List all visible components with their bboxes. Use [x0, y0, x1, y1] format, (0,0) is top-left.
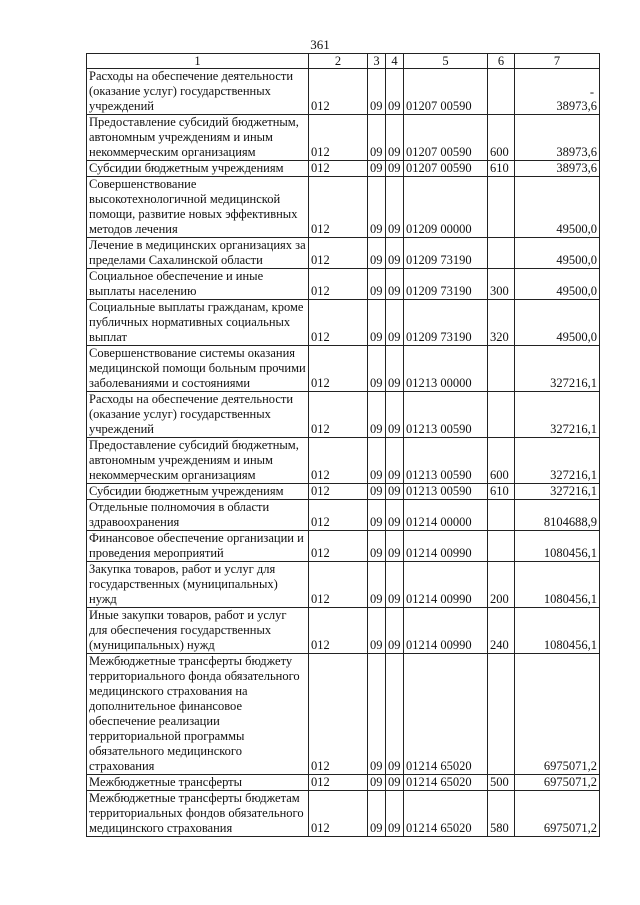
row-col3-cell: 09 — [368, 392, 386, 438]
row-col5-cell: 01207 00590 — [404, 69, 488, 115]
row-col6-cell — [488, 238, 515, 269]
table-row — [87, 500, 600, 531]
page-number: 361 — [310, 37, 330, 52]
row-name-cell: Расходы на обеспечение деятельности (оказание услуг) государственных учреждений — [87, 392, 309, 438]
header-col-2: 2 — [309, 54, 368, 69]
table-row — [87, 775, 600, 791]
header-col-7: 7 — [515, 54, 600, 69]
row-name-cell: Расходы на обеспечение деятельности (оказание услуг) государственных учреждений — [87, 69, 309, 115]
row-col6-cell — [488, 392, 515, 438]
row-col3-cell: 09 — [368, 775, 386, 791]
row-col7-cell — [515, 69, 600, 115]
row-col4-cell: 09 — [386, 562, 404, 608]
row-col5-cell: 01209 73190 — [404, 269, 488, 300]
row-col6-cell — [488, 500, 515, 531]
row-name-cell: Финансовое обеспечение организации и проведения мероприятий — [87, 531, 309, 562]
row-name-cell: Предоставление субсидий бюджетным, автономным учреждениям и иным некоммерческим организациям — [87, 438, 309, 484]
row-name-cell: Субсидии бюджетным учреждениям — [87, 161, 309, 177]
row-col2-cell: 012 — [309, 608, 368, 654]
row-col2-cell: 012 — [309, 484, 368, 500]
row-col2-cell: 012 — [309, 531, 368, 562]
row-col4-cell: 09 — [386, 775, 404, 791]
row-name-cell: Межбюджетные трансферты — [87, 775, 309, 791]
row-col7-cell: 1080456,1 — [515, 562, 600, 608]
row-col4-cell: 09 — [386, 791, 404, 837]
row-col5-cell: 01207 00590 — [404, 115, 488, 161]
row-col6-cell: 240 — [488, 608, 515, 654]
row-col5-cell: 01214 65020 — [404, 775, 488, 791]
row-col5-cell: 01213 00590 — [404, 438, 488, 484]
table-row — [87, 608, 600, 654]
row-col4-cell: 09 — [386, 608, 404, 654]
row-name-cell: Совершенствование системы оказания медицинской помощи больным прочими заболеваниями и состояниями — [87, 346, 309, 392]
header-col-5: 5 — [404, 54, 488, 69]
row-col3-cell: 09 — [368, 161, 386, 177]
table-row — [87, 161, 600, 177]
row-col6-cell: 610 — [488, 484, 515, 500]
row-col3-cell: 09 — [368, 300, 386, 346]
table-row — [87, 69, 600, 115]
row-col3-cell: 09 — [368, 115, 386, 161]
row-col2-cell: 012 — [309, 438, 368, 484]
table-row — [87, 238, 600, 269]
row-col7-cell: 49500,0 — [515, 238, 600, 269]
row-col7-cell: 49500,0 — [515, 269, 600, 300]
row-col7-cell: 6975071,2 — [515, 791, 600, 837]
row-col2-cell: 012 — [309, 115, 368, 161]
row-col2-cell: 012 — [309, 654, 368, 775]
row-col7-cell: 38973,6 — [515, 115, 600, 161]
table-row — [87, 177, 600, 238]
header-col-4: 4 — [386, 54, 404, 69]
row-col4-cell: 09 — [386, 300, 404, 346]
table-row — [87, 654, 600, 775]
row-col6-cell — [488, 69, 515, 115]
row-col4-cell: 09 — [386, 69, 404, 115]
row-col3-cell: 09 — [368, 500, 386, 531]
table-row — [87, 115, 600, 161]
row-col7-cell: 6975071,2 — [515, 775, 600, 791]
row-name-cell: Межбюджетные трансферты бюджетам территориальных фондов обязательного медицинского страхования — [87, 791, 309, 837]
row-col4-cell: 09 — [386, 438, 404, 484]
table-row — [87, 562, 600, 608]
row-col3-cell: 09 — [368, 69, 386, 115]
row-name-cell: Закупка товаров, работ и услуг для государственных (муниципальных) нужд — [87, 562, 309, 608]
row-col7-cell: 1080456,1 — [515, 531, 600, 562]
amount-value: 38973,6 — [556, 99, 597, 113]
row-col6-cell: 300 — [488, 269, 515, 300]
row-col6-cell: 580 — [488, 791, 515, 837]
row-col3-cell: 09 — [368, 238, 386, 269]
row-col6-cell — [488, 346, 515, 392]
row-name-cell: Совершенствование высокотехнологичной медицинской помощи, развитие новых эффективных методов лечения — [87, 177, 309, 238]
row-col4-cell: 09 — [386, 115, 404, 161]
row-col6-cell — [488, 177, 515, 238]
row-col2-cell: 012 — [309, 500, 368, 531]
row-col3-cell: 09 — [368, 177, 386, 238]
row-col6-cell: 610 — [488, 161, 515, 177]
row-col6-cell: 600 — [488, 438, 515, 484]
row-col5-cell: 01213 00590 — [404, 484, 488, 500]
row-col7-cell: 38973,6 — [515, 161, 600, 177]
header-col-6: 6 — [488, 54, 515, 69]
row-col4-cell: 09 — [386, 161, 404, 177]
table-row — [87, 791, 600, 837]
budget-table — [86, 53, 600, 837]
row-col2-cell: 012 — [309, 562, 368, 608]
row-name-cell: Социальное обеспечение и иные выплаты населению — [87, 269, 309, 300]
row-col3-cell: 09 — [368, 484, 386, 500]
row-col7-cell: 49500,0 — [515, 177, 600, 238]
row-col6-cell: 200 — [488, 562, 515, 608]
row-col5-cell: 01214 00990 — [404, 562, 488, 608]
row-col6-cell: 500 — [488, 775, 515, 791]
row-col4-cell: 09 — [386, 392, 404, 438]
row-col5-cell: 01209 00000 — [404, 177, 488, 238]
row-col5-cell: 01209 73190 — [404, 300, 488, 346]
row-col2-cell: 012 — [309, 775, 368, 791]
row-col2-cell: 012 — [309, 177, 368, 238]
row-col7-cell: 327216,1 — [515, 484, 600, 500]
row-col2-cell: 012 — [309, 269, 368, 300]
row-col4-cell: 09 — [386, 269, 404, 300]
table-header-row — [87, 54, 600, 69]
row-col3-cell: 09 — [368, 346, 386, 392]
table-row — [87, 438, 600, 484]
header-col-3: 3 — [368, 54, 386, 69]
row-col5-cell: 01209 73190 — [404, 238, 488, 269]
row-col7-cell: 327216,1 — [515, 346, 600, 392]
row-name-cell: Иные закупки товаров, работ и услуг для обеспечения государственных (муниципальных) нужд — [87, 608, 309, 654]
row-col3-cell: 09 — [368, 608, 386, 654]
row-col4-cell: 09 — [386, 177, 404, 238]
table-row — [87, 484, 600, 500]
row-col7-cell: 49500,0 — [515, 300, 600, 346]
row-name-cell: Социальные выплаты гражданам, кроме публичных нормативных социальных выплат — [87, 300, 309, 346]
row-col4-cell: 09 — [386, 654, 404, 775]
row-col5-cell: 01214 00990 — [404, 531, 488, 562]
row-col5-cell: 01213 00590 — [404, 392, 488, 438]
row-col5-cell: 01207 00590 — [404, 161, 488, 177]
row-col5-cell: 01213 00000 — [404, 346, 488, 392]
row-col2-cell: 012 — [309, 238, 368, 269]
row-col4-cell: 09 — [386, 500, 404, 531]
table-row — [87, 531, 600, 562]
row-col7-cell: 1080456,1 — [515, 608, 600, 654]
row-col2-cell: 012 — [309, 392, 368, 438]
row-col4-cell: 09 — [386, 484, 404, 500]
row-col4-cell: 09 — [386, 531, 404, 562]
row-col5-cell: 01214 00000 — [404, 500, 488, 531]
row-col2-cell: 012 — [309, 69, 368, 115]
row-col3-cell: 09 — [368, 654, 386, 775]
row-col6-cell: 320 — [488, 300, 515, 346]
row-col7-cell: 327216,1 — [515, 438, 600, 484]
row-col7-cell: 6975071,2 — [515, 654, 600, 775]
row-col6-cell: 600 — [488, 115, 515, 161]
row-col5-cell: 01214 65020 — [404, 654, 488, 775]
stray-mark: - — [589, 85, 594, 99]
row-col5-cell: 01214 00990 — [404, 608, 488, 654]
row-col2-cell: 012 — [309, 300, 368, 346]
row-col6-cell — [488, 654, 515, 775]
row-col3-cell: 09 — [368, 269, 386, 300]
row-col2-cell: 012 — [309, 161, 368, 177]
row-col7-cell: 327216,1 — [515, 392, 600, 438]
header-col-1: 1 — [87, 54, 309, 69]
table-row — [87, 269, 600, 300]
row-col3-cell: 09 — [368, 562, 386, 608]
row-col4-cell: 09 — [386, 238, 404, 269]
row-name-cell: Межбюджетные трансферты бюджету территориального фонда обязательного медицинского страхования на дополнительное финансовое обеспечение реализации территориальной программы обязательного медицинского страхования — [87, 654, 309, 775]
row-col6-cell — [488, 531, 515, 562]
row-name-cell: Предоставление субсидий бюджетным, автономным учреждениям и иным некоммерческим организациям — [87, 115, 309, 161]
row-name-cell: Лечение в медицинских организациях за пределами Сахалинской области — [87, 238, 309, 269]
table-row — [87, 392, 600, 438]
row-col4-cell: 09 — [386, 346, 404, 392]
table-row — [87, 346, 600, 392]
row-col7-cell: 8104688,9 — [515, 500, 600, 531]
row-col3-cell: 09 — [368, 791, 386, 837]
row-col2-cell: 012 — [309, 346, 368, 392]
row-name-cell: Отдельные полномочия в области здравоохранения — [87, 500, 309, 531]
row-name-cell: Субсидии бюджетным учреждениям — [87, 484, 309, 500]
row-col3-cell: 09 — [368, 438, 386, 484]
table-row — [87, 300, 600, 346]
row-col3-cell: 09 — [368, 531, 386, 562]
table-body — [87, 69, 600, 837]
row-col5-cell: 01214 65020 — [404, 791, 488, 837]
row-col2-cell: 012 — [309, 791, 368, 837]
